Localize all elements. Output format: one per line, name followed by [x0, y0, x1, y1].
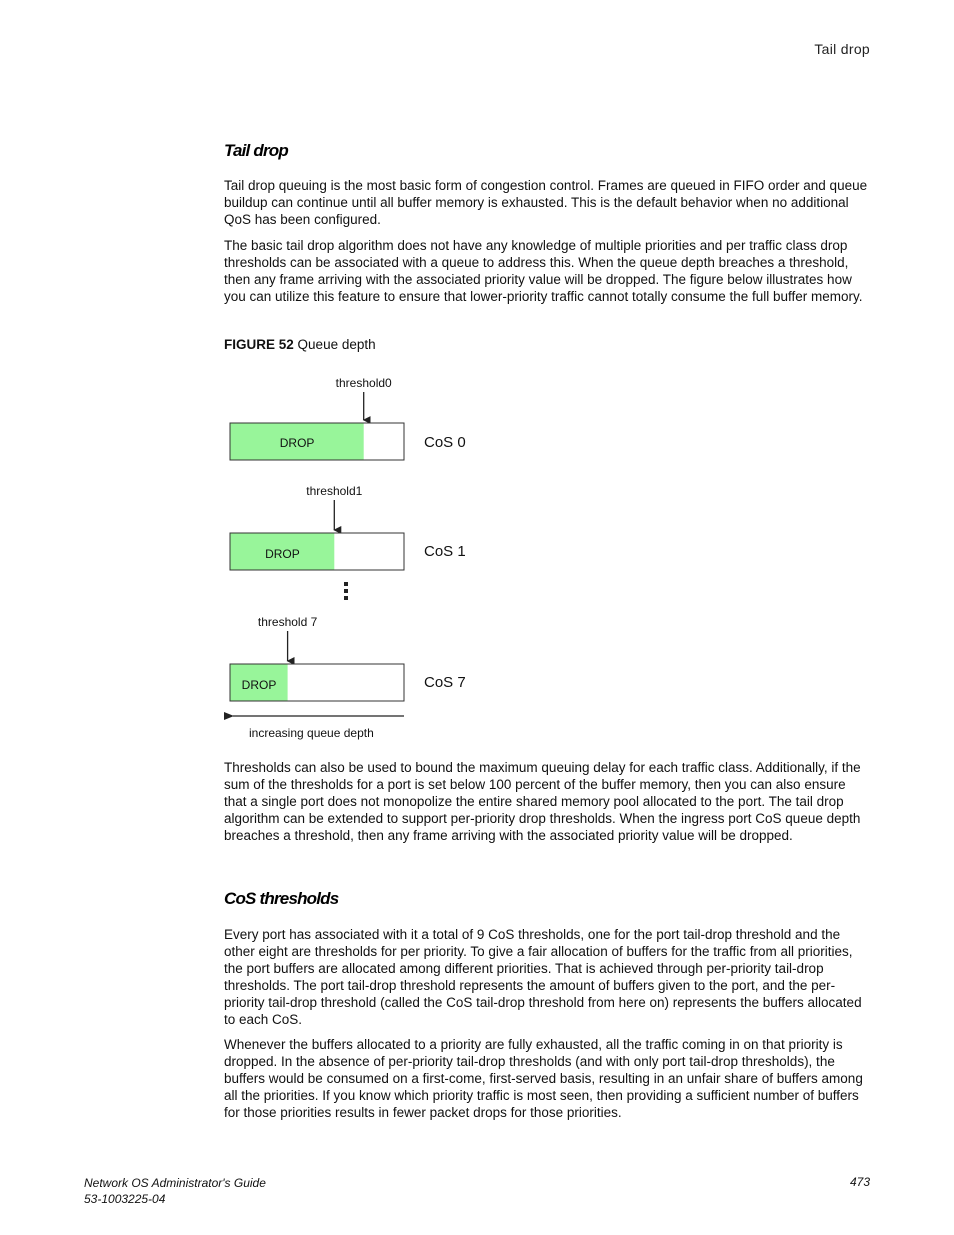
figure-caption-text: Queue depth	[297, 337, 376, 352]
ellipsis-dots	[344, 582, 348, 600]
drop-label: DROP	[265, 547, 300, 561]
paragraph-5	[224, 1036, 870, 1121]
paragraph-text: Every port has associated with it a total of 9 CoS thresholds, one for the port tail-drop threshold and the other eight are thresholds for per priority. To give a fair allocation of buffers for the traffic from all priorities, the port buffers are allocated among different priorities. That is achieved through per-priority tail-drop thresholds. The port tail-drop threshold represents the amount of buffers given to the port, and the per-priority tail-drop threshold (called the CoS tail-drop threshold from here on) represents the buffers allocated to each CoS.	[224, 927, 862, 1027]
footer-doc-info	[84, 1175, 266, 1207]
figure-number: FIGURE 52	[224, 337, 294, 352]
threshold-label: threshold1	[306, 484, 363, 498]
cos-label: CoS 1	[424, 543, 466, 560]
section-heading-tail-drop: Tail drop	[224, 141, 288, 160]
paragraph-text: Tail drop queuing is the most basic form of congestion control. Frames are queued in FIFO order and queue buildup can continue until all buffer memory is exhausted. This is the default behavior when no additional QoS has been configured.	[224, 178, 868, 227]
drop-label: DROP	[241, 678, 277, 692]
paragraph-3	[224, 759, 870, 844]
paragraph-text: Whenever the buffers allocated to a priority are fully exhausted, all the traffic coming in on that priority is dropped. In the absence of per-priority tail-drop thresholds (and with only port tail-drop thresholds), the buffers would be consumed on a first-come, first-served basis, resulting in an unfair share of buffers among all the priorities. If you know which priority traffic is most seen, then providing a sufficient number of buffers for those priorities results in fewer packet drops for those priorities.	[224, 1037, 863, 1120]
paragraph-text: Thresholds can also be used to bound the maximum queuing delay for each traffic class. Additionally, if the sum of the thresholds for a port is set below 100 percent of the buffer memory, then you can also ensure that a single port does not monopolize the entire shared memory pool allocated to the port. The tail drop algorithm can be extended to support per-priority drop thresholds. When the ingress port CoS queue depth breaches a threshold, then any frame arriving with the associated priority value will be dropped.	[224, 760, 861, 843]
paragraph-2	[224, 237, 870, 305]
footer-page-number: 473	[849, 1175, 870, 1189]
paragraph-text: The basic tail drop algorithm does not have any knowledge of multiple priorities and per traffic class drop thresholds can be associated with a queue to address this. When the queue depth breaches a threshold, then any frame arriving with the associated priority value will be dropped. The figure below illustrates how you can utilize this feature to ensure that lower-priority traffic cannot totally consume the full buffer memory.	[224, 238, 863, 304]
paragraph-1	[224, 177, 870, 228]
cos-label: CoS 0	[424, 434, 466, 451]
section-cos-thresholds	[224, 889, 870, 909]
running-header-title: Tail drop	[814, 41, 870, 57]
threshold-label: threshold0	[335, 376, 392, 390]
threshold-label: threshold 7	[257, 615, 318, 629]
paragraph-4	[224, 926, 870, 1028]
axis-label: increasing queue depth	[249, 726, 374, 740]
cos-label: CoS 7	[424, 674, 466, 691]
drop-label: DROP	[279, 436, 315, 450]
figure-caption	[224, 337, 870, 352]
queue-row-cos1	[230, 484, 466, 570]
section-tail-drop	[224, 141, 870, 161]
queue-row-cos7	[230, 615, 466, 701]
footer-doc-title: Network OS Administrator's Guide	[84, 1176, 266, 1190]
queue-depth-diagram	[224, 370, 504, 750]
footer-doc-number: 53-1003225-04	[84, 1192, 166, 1206]
section-heading-cos-thresholds: CoS thresholds	[224, 889, 339, 908]
queue-row-cos0	[230, 376, 466, 460]
